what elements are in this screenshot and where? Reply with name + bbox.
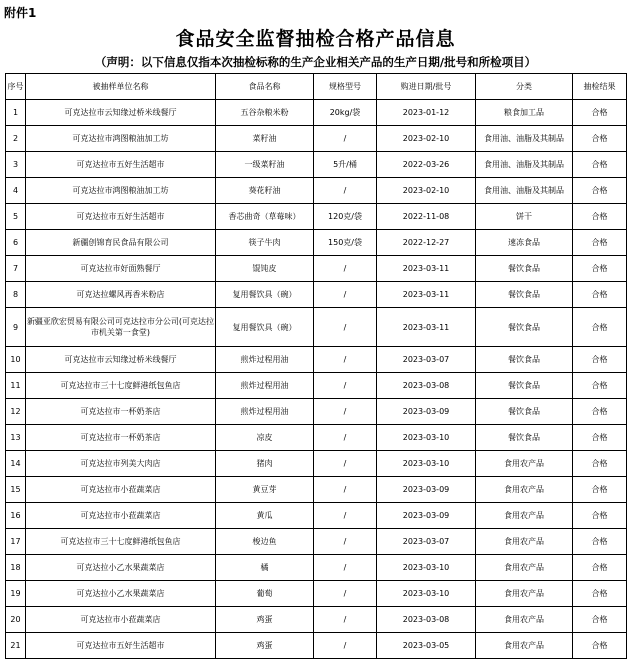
table-row: [6, 633, 627, 659]
cell-result: 合格: [573, 230, 627, 256]
cell-result: 合格: [573, 204, 627, 230]
cell-index: 15: [6, 477, 26, 503]
table-row: [6, 373, 627, 399]
table-row: [6, 399, 627, 425]
cell-food-name: 鸡蛋: [216, 607, 314, 633]
cell-result: 合格: [573, 373, 627, 399]
cell-spec: /: [314, 633, 377, 659]
cell-category: 餐饮食品: [476, 373, 573, 399]
cell-spec: 5升/桶: [314, 152, 377, 178]
cell-food-name: 一级菜籽油: [216, 152, 314, 178]
cell-category: 餐饮食品: [476, 425, 573, 451]
table-row: [6, 529, 627, 555]
page-title: 食品安全监督抽检合格产品信息: [175, 28, 456, 50]
cell-food-name: 煎炸过程用油: [216, 373, 314, 399]
cell-index: 6: [6, 230, 26, 256]
cell-date-batch: 2022-11-08: [377, 204, 476, 230]
cell-result: 合格: [573, 399, 627, 425]
cell-spec: /: [314, 126, 377, 152]
cell-food-name: 五谷杂粮米粉: [216, 100, 314, 126]
cell-index: 3: [6, 152, 26, 178]
cell-index: 21: [6, 633, 26, 659]
table-row: [6, 347, 627, 373]
cell-food-name: 菜籽油: [216, 126, 314, 152]
cell-spec: 120克/袋: [314, 204, 377, 230]
table-row: [6, 308, 627, 347]
cell-food-name: 煎炸过程用油: [216, 347, 314, 373]
cell-unit-name: 可克达拉小乙水果蔬菜店: [26, 581, 216, 607]
table-row: [6, 607, 627, 633]
cell-spec: /: [314, 178, 377, 204]
cell-result: 合格: [573, 477, 627, 503]
cell-index: 4: [6, 178, 26, 204]
table-row: [6, 451, 627, 477]
cell-result: 合格: [573, 555, 627, 581]
cell-spec: /: [314, 399, 377, 425]
cell-unit-name: 可克达拉市云知缘过桥米线餐厅: [26, 347, 216, 373]
cell-spec: 20kg/袋: [314, 100, 377, 126]
cell-result: 合格: [573, 633, 627, 659]
cell-result: 合格: [573, 308, 627, 347]
cell-date-batch: 2023-03-10: [377, 555, 476, 581]
cell-food-name: 复用餐饮具（碗）: [216, 282, 314, 308]
cell-spec: /: [314, 256, 377, 282]
cell-result: 合格: [573, 451, 627, 477]
cell-food-name: 梭边鱼: [216, 529, 314, 555]
cell-food-name: 葡萄: [216, 581, 314, 607]
cell-date-batch: 2023-02-10: [377, 178, 476, 204]
cell-category: 食用农产品: [476, 633, 573, 659]
cell-food-name: 黄瓜: [216, 503, 314, 529]
cell-spec: /: [314, 477, 377, 503]
table-row: [6, 581, 627, 607]
table-row: [6, 126, 627, 152]
cell-category: 速冻食品: [476, 230, 573, 256]
table-row: [6, 555, 627, 581]
cell-date-batch: 2023-03-11: [377, 308, 476, 347]
cell-index: 19: [6, 581, 26, 607]
cell-category: 餐饮食品: [476, 282, 573, 308]
table-row: [6, 282, 627, 308]
table-row: [6, 178, 627, 204]
cell-food-name: 馄饨皮: [216, 256, 314, 282]
cell-unit-name: 可克达拉市一杯奶茶店: [26, 399, 216, 425]
cell-date-batch: 2023-03-09: [377, 477, 476, 503]
cell-unit-name: 可克达拉市云知缘过桥米线餐厅: [26, 100, 216, 126]
cell-result: 合格: [573, 256, 627, 282]
cell-result: 合格: [573, 126, 627, 152]
cell-category: 食用农产品: [476, 451, 573, 477]
header-index: 序号: [6, 74, 26, 100]
cell-date-batch: 2023-03-11: [377, 256, 476, 282]
table-row: [6, 204, 627, 230]
cell-date-batch: 2023-03-09: [377, 399, 476, 425]
attachment-label: 附件1: [4, 6, 37, 20]
cell-spec: /: [314, 503, 377, 529]
cell-unit-name: 可克达拉市三十七度鲜港纸包鱼店: [26, 529, 216, 555]
cell-date-batch: 2023-03-11: [377, 282, 476, 308]
cell-unit-name: 新疆亚欣宏贸易有限公司可克达拉市分公司(可克达拉市机关第一食堂): [26, 308, 216, 347]
cell-date-batch: 2023-03-05: [377, 633, 476, 659]
cell-food-name: 鸡蛋: [216, 633, 314, 659]
cell-result: 合格: [573, 529, 627, 555]
cell-date-batch: 2022-12-27: [377, 230, 476, 256]
cell-food-name: 筷子牛肉: [216, 230, 314, 256]
cell-date-batch: 2023-03-08: [377, 607, 476, 633]
cell-spec: /: [314, 347, 377, 373]
cell-spec: /: [314, 555, 377, 581]
cell-unit-name: 新疆创锦育民食品有限公司: [26, 230, 216, 256]
table-body: [6, 100, 627, 659]
cell-spec: /: [314, 607, 377, 633]
cell-unit-name: 可克达拉市鸿图粮油加工坊: [26, 126, 216, 152]
cell-unit-name: 可克达拉市列美大肉店: [26, 451, 216, 477]
cell-index: 2: [6, 126, 26, 152]
cell-food-name: 凉皮: [216, 425, 314, 451]
cell-category: 食用农产品: [476, 529, 573, 555]
cell-index: 14: [6, 451, 26, 477]
cell-date-batch: 2023-02-10: [377, 126, 476, 152]
cell-unit-name: 可克达拉市小菈蔬菜店: [26, 607, 216, 633]
cell-category: 食用农产品: [476, 581, 573, 607]
header-date-batch: 购进日期/批号: [377, 74, 476, 100]
cell-unit-name: 可克达拉市小菈蔬菜店: [26, 477, 216, 503]
header-result: 抽检结果: [573, 74, 627, 100]
cell-date-batch: 2023-03-07: [377, 529, 476, 555]
cell-result: 合格: [573, 178, 627, 204]
cell-category: 餐饮食品: [476, 347, 573, 373]
table-row: [6, 152, 627, 178]
cell-spec: /: [314, 425, 377, 451]
cell-unit-name: 可克达拉市鸿图粮油加工坊: [26, 178, 216, 204]
table-row: [6, 256, 627, 282]
cell-spec: 150克/袋: [314, 230, 377, 256]
cell-food-name: 香芯曲奇（草莓味）: [216, 204, 314, 230]
cell-date-batch: 2023-03-10: [377, 425, 476, 451]
cell-unit-name: 可克达拉小乙水果蔬菜店: [26, 555, 216, 581]
cell-date-batch: 2023-03-10: [377, 581, 476, 607]
cell-category: 食用油、油脂及其制品: [476, 178, 573, 204]
cell-spec: /: [314, 373, 377, 399]
cell-food-name: 葵花籽油: [216, 178, 314, 204]
cell-category: 食用油、油脂及其制品: [476, 152, 573, 178]
table-header-row: [6, 74, 627, 100]
cell-category: 食用农产品: [476, 477, 573, 503]
cell-date-batch: 2023-03-09: [377, 503, 476, 529]
inspection-table: [5, 73, 627, 659]
cell-unit-name: 可克达拉螺风再香米粉店: [26, 282, 216, 308]
table-row: [6, 100, 627, 126]
cell-unit-name: 可克达拉市三十七度鲜港纸包鱼店: [26, 373, 216, 399]
cell-index: 7: [6, 256, 26, 282]
cell-food-name: 猪肉: [216, 451, 314, 477]
cell-index: 9: [6, 308, 26, 347]
table-row: [6, 230, 627, 256]
cell-spec: /: [314, 451, 377, 477]
cell-category: 餐饮食品: [476, 256, 573, 282]
cell-unit-name: 可克达拉市五好生活超市: [26, 152, 216, 178]
cell-category: 粮食加工品: [476, 100, 573, 126]
cell-index: 16: [6, 503, 26, 529]
cell-index: 5: [6, 204, 26, 230]
cell-unit-name: 可克达拉市五好生活超市: [26, 633, 216, 659]
cell-spec: /: [314, 529, 377, 555]
cell-category: 食用农产品: [476, 555, 573, 581]
cell-index: 8: [6, 282, 26, 308]
cell-date-batch: 2022-03-26: [377, 152, 476, 178]
cell-index: 10: [6, 347, 26, 373]
cell-date-batch: 2023-03-07: [377, 347, 476, 373]
cell-unit-name: 可克达拉市一杯奶茶店: [26, 425, 216, 451]
cell-category: 食用农产品: [476, 607, 573, 633]
cell-food-name: 橘: [216, 555, 314, 581]
cell-spec: /: [314, 282, 377, 308]
cell-date-batch: 2023-01-12: [377, 100, 476, 126]
cell-result: 合格: [573, 607, 627, 633]
cell-index: 17: [6, 529, 26, 555]
header-category: 分类: [476, 74, 573, 100]
cell-result: 合格: [573, 100, 627, 126]
cell-category: 餐饮食品: [476, 308, 573, 347]
cell-result: 合格: [573, 581, 627, 607]
cell-date-batch: 2023-03-10: [377, 451, 476, 477]
cell-index: 13: [6, 425, 26, 451]
cell-index: 12: [6, 399, 26, 425]
cell-date-batch: 2023-03-08: [377, 373, 476, 399]
table-row: [6, 503, 627, 529]
cell-food-name: 煎炸过程用油: [216, 399, 314, 425]
cell-result: 合格: [573, 503, 627, 529]
cell-category: 饼干: [476, 204, 573, 230]
cell-unit-name: 可克达拉市小菈蔬菜店: [26, 503, 216, 529]
cell-spec: /: [314, 581, 377, 607]
cell-unit-name: 可克达拉市五好生活超市: [26, 204, 216, 230]
header-spec: 规格型号: [314, 74, 377, 100]
cell-result: 合格: [573, 425, 627, 451]
cell-index: 18: [6, 555, 26, 581]
cell-category: 食用农产品: [476, 503, 573, 529]
table-row: [6, 425, 627, 451]
cell-index: 11: [6, 373, 26, 399]
page-subtitle: （声明：以下信息仅指本次抽检标称的生产企业相关产品的生产日期/批号和所检项目）: [94, 55, 537, 69]
cell-result: 合格: [573, 347, 627, 373]
cell-food-name: 黄豆芽: [216, 477, 314, 503]
cell-category: 食用油、油脂及其制品: [476, 126, 573, 152]
cell-result: 合格: [573, 282, 627, 308]
cell-index: 1: [6, 100, 26, 126]
cell-spec: /: [314, 308, 377, 347]
header-unit-name: 被抽样单位名称: [26, 74, 216, 100]
cell-index: 20: [6, 607, 26, 633]
header-food-name: 食品名称: [216, 74, 314, 100]
cell-food-name: 复用餐饮具（碗）: [216, 308, 314, 347]
cell-result: 合格: [573, 152, 627, 178]
cell-category: 餐饮食品: [476, 399, 573, 425]
cell-unit-name: 可克达拉市好面熟餐厅: [26, 256, 216, 282]
table-row: [6, 477, 627, 503]
